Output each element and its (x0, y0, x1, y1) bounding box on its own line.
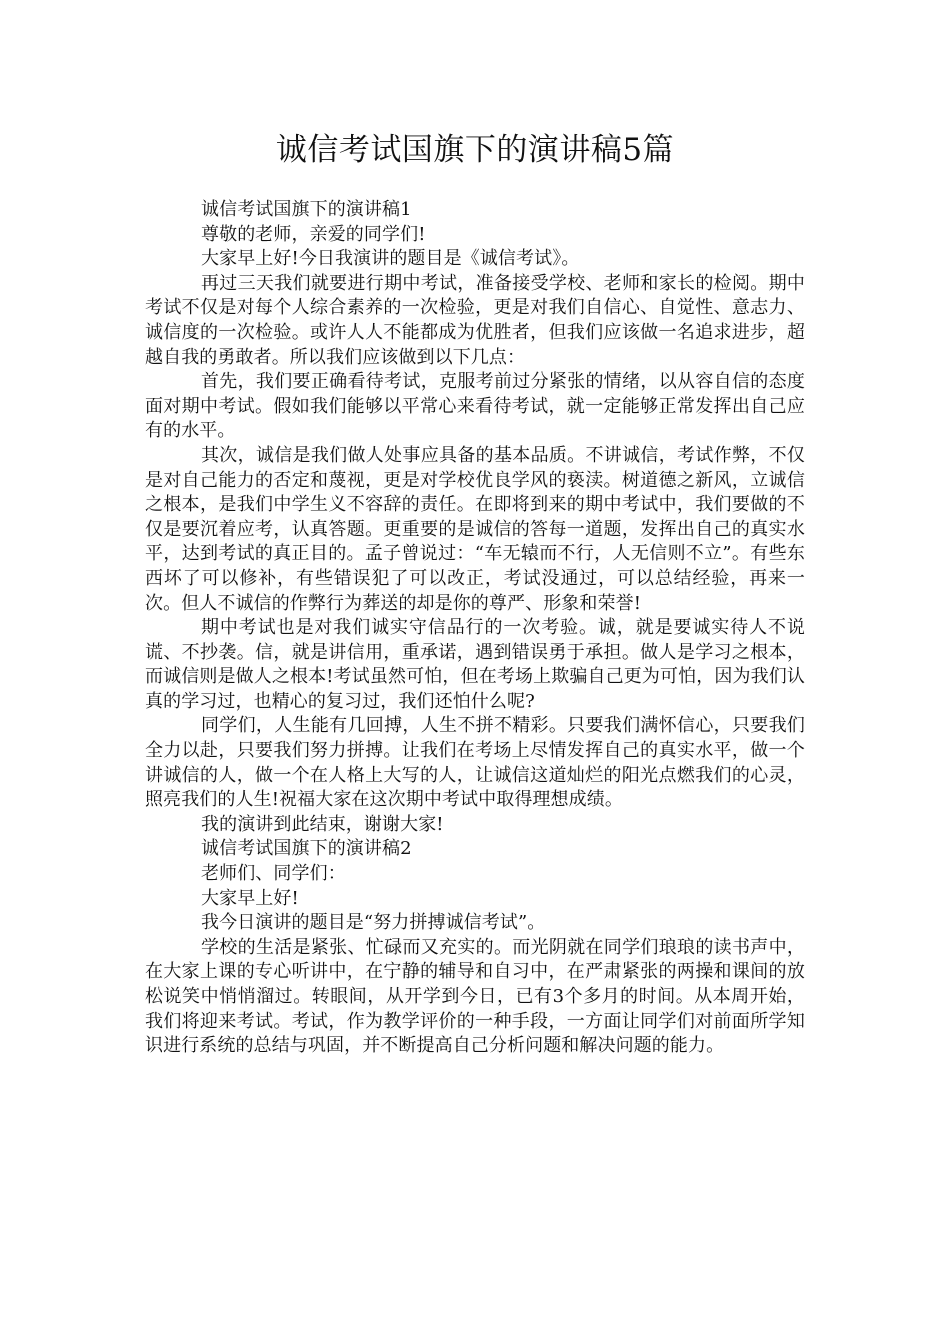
paragraph-greeting-1: 大家早上好!今日我演讲的题目是《诚信考试》。 (201, 248, 580, 270)
paragraph: 其次，诚信是我们做人处事应具备的基本品质。不讲诚信，考试作弊，不仅是对自己能力的否定和蔑视，更是对学校优良学风的亵渎。树道德之新风，立诚信之根本，是我们中学生义不容辞的责任。在即将到来的期中考试中，我们要做的不仅是要沉着应考，认真答题。更重要的是诚信的答每一道题，发挥出自己的真实水平，达到考试的真正目的。孟子曾说过：“车无辕而不行，人无信则不立”。有些东西坏了可以修补，有些错误犯了可以改正，考试没通过，可以总结经验，再来一次。但人不诚信的作弊行为葬送的却是你的尊严、形象和荣誉! (145, 444, 805, 614)
paragraph: 期中考试也是对我们诚实守信品行的一次考验。诚，就是要诚实待人不说谎、不抄袭。信，就是讲信用，重承诺，遇到错误勇于承担。做人是学习之根本，而诚信则是做人之根本!考试虽然可怕，但在考场上欺骗自己更为可怕，因为我们认真的学习过，也精心的复习过，我们还怕什么呢? (145, 617, 805, 712)
document-title: 诚信考试国旗下的演讲稿5篇 (275, 132, 675, 168)
paragraph-speech-2-heading: 诚信考试国旗下的演讲稿2 (201, 838, 412, 860)
paragraph-speech-1-heading: 诚信考试国旗下的演讲稿1 (201, 199, 412, 220)
paragraph: 首先，我们要正确看待考试，克服考前过分紧张的情绪，以从容自信的态度面对期中考试。假如我们能够以平常心来看待考试，就一定能够正常发挥出自己应有的水平。 (145, 371, 805, 442)
paragraph-closing-1: 我的演讲到此结束，谢谢大家! (201, 813, 444, 835)
paragraph: 同学们，人生能有几回搏，人生不拼不精彩。只要我们满怀信心，只要我们全力以赴，只要我们努力拼搏。让我们在考场上尽情发挥自己的真实水平，做一个讲诚信的人，做一个在人格上大写的人，让诚信这道灿烂的阳光点燃我们的心灵，照亮我们的人生!祝福大家在这次期中考试中取得理想成绩。 (145, 715, 805, 811)
paragraph-topic-2: 我今日演讲的题目是“努力拼搏诚信考试”。 (201, 912, 546, 934)
paragraph: 学校的生活是紧张、忙碌而又充实的。而光阴就在同学们琅琅的读书声中，在大家上课的专心听讲中，在宁静的辅导和自习中，在严肃紧张的两操和课间的放松说笑中悄悄溜过。转眼间，从开学到今日，已有3个多月的时间。从本周开始，我们将迎来考试。考试，作为教学评价的一种手段，一方面让同学们对前面所学知识进行系统的总结与巩固，并不断提高自己分析问题和解决问题的能力。 (145, 936, 805, 1057)
paragraph-salutation-1: 尊敬的老师，亲爱的同学们! (201, 223, 426, 245)
paragraph: 再过三天我们就要进行期中考试，准备接受学校、老师和家长的检阅。期中考试不仅是对每个人综合素养的一次检验，更是对我们自信心、自觉性、意志力、诚信度的一次检验。或许人人不能都成为优胜者，但我们应该做一名追求进步，超越自我的勇敢者。所以我们应该做到以下几点： (145, 272, 805, 368)
paragraph-salutation-2: 老师们、同学们： (201, 863, 346, 885)
document-body (145, 198, 805, 1059)
paragraph-greeting-2: 大家早上好! (201, 887, 299, 909)
